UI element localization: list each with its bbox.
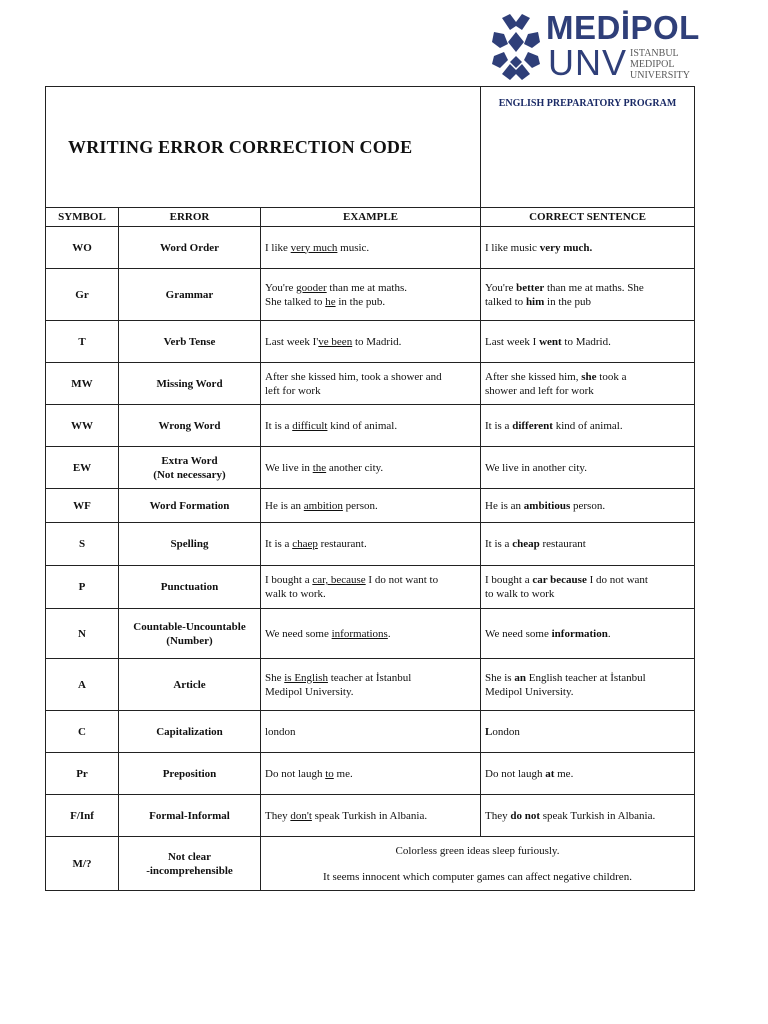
error-highlight: informations <box>331 627 388 640</box>
symbol-cell: N <box>46 609 119 659</box>
symbol-cell: WO <box>46 227 119 269</box>
text-segment: me. <box>333 767 353 780</box>
correction-highlight: him <box>525 295 545 308</box>
medipol-logo-mark-icon <box>488 12 544 82</box>
symbol-cell: EW <box>46 447 119 489</box>
cell-line <box>485 241 690 255</box>
symbol-cell: P <box>46 566 119 609</box>
cell-line <box>485 499 690 513</box>
text-segment: Medipol University. <box>485 685 574 698</box>
example-cell <box>261 405 481 447</box>
error-label: Grammar <box>165 288 214 301</box>
error-cell <box>119 489 261 523</box>
cell-line <box>265 419 476 433</box>
cell-line <box>265 537 476 551</box>
error-label: -incomprehensible <box>146 864 233 877</box>
example-cell <box>261 447 481 489</box>
error-cell <box>119 711 261 753</box>
cell-line <box>265 461 476 475</box>
correction-highlight: at <box>545 767 555 780</box>
text-segment: another city. <box>326 461 384 474</box>
error-label: (Not necessary) <box>153 468 226 481</box>
text-segment: We need some <box>265 627 332 640</box>
correction-highlight: cheap <box>512 538 540 550</box>
text-segment: kind of animal. <box>552 419 623 432</box>
text-segment: . <box>607 627 611 640</box>
text-segment: She talked to <box>265 295 326 308</box>
error-highlight: very much <box>290 241 338 254</box>
text-segment: Last week I <box>485 335 540 348</box>
correction-highlight: ambitious <box>523 499 571 512</box>
merged-example-cell <box>261 837 695 891</box>
column-header-correct: CORRECT SENTENCE <box>481 208 695 227</box>
table-row <box>46 363 695 405</box>
text-segment: English teacher at İstanbul <box>525 671 646 684</box>
error-highlight: the <box>312 461 327 474</box>
cell-line <box>485 627 690 641</box>
error-cell <box>119 321 261 363</box>
text-segment: speak Turkish in Albania. <box>311 809 428 822</box>
correction-highlight: went <box>539 335 562 348</box>
error-label: Preposition <box>162 767 217 780</box>
error-highlight: ambition <box>303 499 343 512</box>
table-row <box>46 753 695 795</box>
table-row <box>46 489 695 523</box>
text-segment: I bought a <box>485 574 533 586</box>
correct-cell <box>481 609 695 659</box>
symbol-cell: M/? <box>46 837 119 891</box>
example-cell <box>261 659 481 711</box>
table-row <box>46 321 695 363</box>
correct-cell <box>481 405 695 447</box>
error-label: Word Order <box>160 241 219 254</box>
table-row <box>46 523 695 566</box>
error-highlight: to <box>325 767 334 780</box>
cell-line <box>485 573 690 587</box>
text-segment: took a <box>596 370 627 383</box>
text-segment: I bought a <box>265 574 313 586</box>
symbol-cell: F/Inf <box>46 795 119 837</box>
correct-cell <box>481 227 695 269</box>
text-segment: talked to <box>485 295 526 308</box>
logo-sub-line: ISTANBUL <box>630 48 679 59</box>
correct-cell <box>481 566 695 609</box>
text-segment: to walk to work <box>485 588 555 600</box>
symbol-cell: WF <box>46 489 119 523</box>
correct-cell <box>481 523 695 566</box>
text-segment: They <box>485 809 511 822</box>
cell-line <box>485 587 690 601</box>
text-segment: It is a <box>265 419 293 432</box>
error-highlight: is English <box>284 671 328 684</box>
text-segment: me. <box>554 767 574 780</box>
symbol-cell: Pr <box>46 753 119 795</box>
cell-line <box>265 281 476 295</box>
text-segment: person. <box>342 499 378 512</box>
text-segment: walk to work. <box>265 588 326 600</box>
error-label: Wrong Word <box>158 419 221 432</box>
correct-cell <box>481 711 695 753</box>
error-label: Extra Word <box>161 454 218 467</box>
logo-sub-line: MEDIPOL <box>630 59 675 70</box>
text-segment: to Madrid. <box>352 335 402 348</box>
logo-subtitle <box>630 48 690 81</box>
cell-line <box>265 573 476 587</box>
cell-line <box>265 767 476 781</box>
cell-line <box>485 295 690 309</box>
example-cell <box>261 321 481 363</box>
correction-highlight: different <box>512 419 553 432</box>
text-segment: restaurant. <box>317 538 367 550</box>
text-segment: speak Turkish in Albania. <box>540 809 656 822</box>
text-segment: After she kissed him, <box>485 370 582 383</box>
table-row <box>46 227 695 269</box>
error-cell <box>119 659 261 711</box>
symbol-cell: T <box>46 321 119 363</box>
error-label: Capitalization <box>156 725 223 738</box>
logo-name: MEDİPOL <box>546 9 700 46</box>
correct-cell <box>481 447 695 489</box>
header-row <box>46 87 695 208</box>
text-segment: We live in <box>265 461 313 474</box>
correction-highlight: an <box>514 671 526 684</box>
error-label: Missing Word <box>156 377 223 390</box>
example-cell <box>261 227 481 269</box>
text-segment: I do not want to <box>365 574 439 586</box>
text-segment: We live in another city. <box>485 461 587 474</box>
symbol-cell: Gr <box>46 269 119 321</box>
cell-line <box>265 587 476 601</box>
example-cell <box>261 795 481 837</box>
table-row <box>46 711 695 753</box>
cell-line <box>485 725 690 739</box>
table-row <box>46 269 695 321</box>
correct-cell <box>481 363 695 405</box>
text-segment: I like <box>265 241 291 254</box>
text-segment: It is a <box>485 419 513 432</box>
text-segment: to Madrid. <box>561 335 611 348</box>
example-cell <box>261 269 481 321</box>
example-cell <box>261 363 481 405</box>
cell-line <box>265 241 476 255</box>
error-label: Verb Tense <box>163 335 216 348</box>
correction-highlight: do not <box>510 809 541 822</box>
cell-line <box>485 671 690 685</box>
correction-highlight: car because <box>532 574 587 586</box>
error-cell <box>119 795 261 837</box>
text-segment: We need some <box>485 627 552 640</box>
cell-line <box>265 725 476 739</box>
text-segment: Last week I' <box>265 335 319 348</box>
table-row <box>46 659 695 711</box>
text-segment: After she kissed him, took a shower and <box>265 370 442 383</box>
error-highlight: he <box>325 295 336 308</box>
text-segment: Medipol University. <box>265 685 354 698</box>
correction-highlight: L <box>485 725 493 738</box>
table-row <box>46 795 695 837</box>
cell-line <box>265 335 476 349</box>
cell-line <box>265 499 476 513</box>
cell-line <box>485 384 690 398</box>
error-highlight: chaep <box>292 538 318 550</box>
column-header-error: ERROR <box>119 208 261 227</box>
cell-line <box>485 537 690 551</box>
page-title: WRITING ERROR CORRECTION CODE <box>46 87 481 208</box>
cell-line <box>485 370 690 384</box>
cell-line <box>485 809 690 823</box>
error-label: Word Formation <box>149 499 230 512</box>
text-segment: restaurant <box>539 538 586 550</box>
correct-cell <box>481 659 695 711</box>
error-cell <box>119 566 261 609</box>
error-cell <box>119 269 261 321</box>
text-segment: Do not laugh <box>485 767 546 780</box>
table-row <box>46 405 695 447</box>
error-label: Punctuation <box>160 581 219 593</box>
table-row <box>46 447 695 489</box>
cell-line <box>485 335 690 349</box>
correct-cell <box>481 753 695 795</box>
error-label: (Number) <box>166 634 213 647</box>
example-cell <box>261 753 481 795</box>
error-highlight: don't <box>290 809 312 822</box>
table-row <box>46 609 695 659</box>
text-segment: shower and left for work <box>485 384 594 397</box>
error-highlight: difficult <box>292 419 328 432</box>
error-cell <box>119 523 261 566</box>
symbol-cell: MW <box>46 363 119 405</box>
example-sentence: It seems innocent which computer games can affect negative children. <box>323 870 632 883</box>
example-cell <box>261 489 481 523</box>
table-row <box>46 566 695 609</box>
error-label: Formal-Informal <box>149 809 230 822</box>
example-cell <box>261 566 481 609</box>
example-cell <box>261 523 481 566</box>
error-cell <box>119 405 261 447</box>
error-cell <box>119 837 261 891</box>
error-cell <box>119 753 261 795</box>
correction-highlight: better <box>516 281 545 294</box>
table-row-unclear <box>46 837 695 891</box>
symbol-cell: C <box>46 711 119 753</box>
text-segment: music. <box>337 241 370 254</box>
text-segment: than me at maths. <box>326 281 408 294</box>
column-header-symbol: SYMBOL <box>46 208 119 227</box>
error-highlight: gooder <box>296 281 327 294</box>
example-cell <box>261 609 481 659</box>
correction-highlight: she <box>581 370 597 383</box>
correct-cell <box>481 795 695 837</box>
logo-sub-line: UNIVERSITY <box>630 70 690 81</box>
cell-line <box>485 685 690 699</box>
symbol-cell: A <box>46 659 119 711</box>
example-cell <box>261 711 481 753</box>
error-label: Countable-Uncountable <box>133 620 246 633</box>
symbol-cell: WW <box>46 405 119 447</box>
cell-line <box>485 281 690 295</box>
program-name: ENGLISH PREPARATORY PROGRAM <box>481 87 695 208</box>
error-cell <box>119 447 261 489</box>
correction-highlight: very much. <box>539 241 593 254</box>
correct-cell <box>481 321 695 363</box>
text-segment: kind of animal. <box>327 419 398 432</box>
text-segment: He is an <box>265 499 304 512</box>
example-sentence: Colorless green ideas sleep furiously. <box>395 844 560 857</box>
correct-cell <box>481 269 695 321</box>
logo-abbr: UNV <box>548 42 628 83</box>
cell-line <box>265 685 476 699</box>
cell-line <box>265 809 476 823</box>
text-segment: Do not laugh <box>265 767 326 780</box>
text-segment: He is an <box>485 499 524 512</box>
error-cell <box>119 363 261 405</box>
text-segment: in the pub <box>544 295 592 308</box>
text-segment: . <box>387 627 391 640</box>
error-label: Not clear <box>167 850 212 863</box>
text-segment: person. <box>570 499 606 512</box>
text-segment: london <box>265 725 296 738</box>
text-segment: than me at maths. She <box>544 281 644 294</box>
text-segment: teacher at İstanbul <box>327 671 412 684</box>
error-label: Article <box>173 678 206 691</box>
text-segment: ondon <box>492 725 520 738</box>
text-segment: She <box>265 671 285 684</box>
error-code-table <box>45 86 695 891</box>
university-logo <box>488 8 708 92</box>
cell-line <box>265 370 476 384</box>
text-segment: I like music <box>485 241 540 254</box>
correct-cell <box>481 489 695 523</box>
text-segment: It is a <box>265 538 293 550</box>
text-segment: left for work <box>265 384 321 397</box>
text-segment: She is <box>485 671 515 684</box>
cell-line <box>265 627 476 641</box>
correction-highlight: information <box>551 627 608 640</box>
error-highlight: car, because <box>312 574 366 586</box>
cell-line <box>485 419 690 433</box>
cell-line <box>485 767 690 781</box>
text-segment: They <box>265 809 291 822</box>
cell-line <box>265 295 476 309</box>
error-highlight: ve been <box>318 335 353 348</box>
error-label: Spelling <box>170 538 209 550</box>
symbol-cell: S <box>46 523 119 566</box>
error-cell <box>119 609 261 659</box>
column-header-example: EXAMPLE <box>261 208 481 227</box>
cell-line <box>265 671 476 685</box>
cell-line <box>265 384 476 398</box>
text-segment: It is a <box>485 538 513 550</box>
text-segment: You're <box>265 281 297 294</box>
text-segment: I do not want <box>586 574 648 586</box>
text-segment: in the pub. <box>335 295 386 308</box>
error-cell <box>119 227 261 269</box>
column-header-row <box>46 208 695 227</box>
cell-line <box>485 461 690 475</box>
text-segment: You're <box>485 281 517 294</box>
